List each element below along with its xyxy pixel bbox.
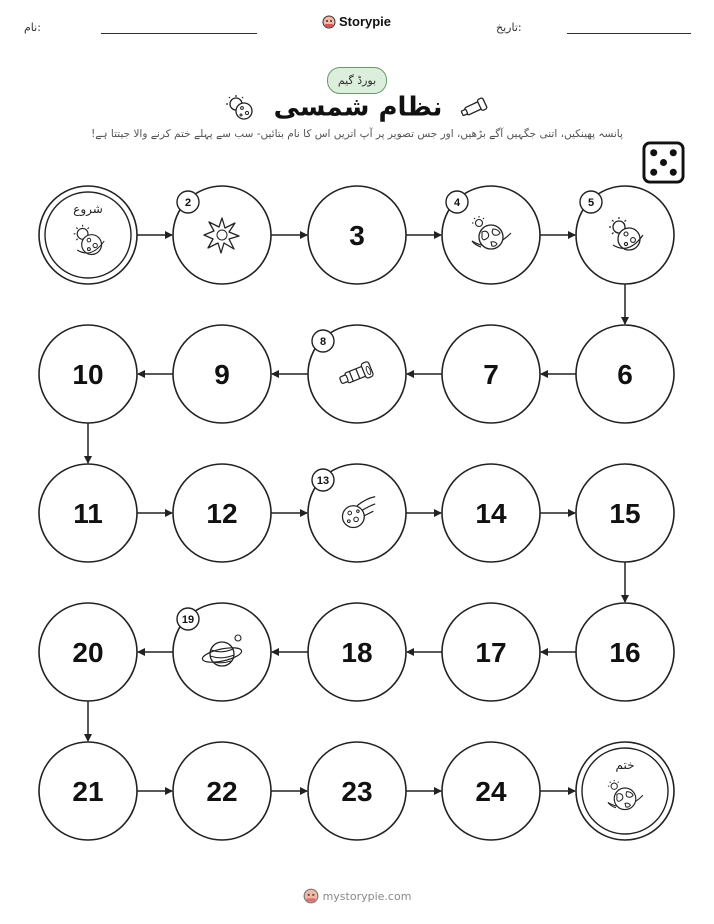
board-cell-5[interactable]: [576, 186, 674, 284]
board-cell-8[interactable]: [308, 325, 406, 423]
cell-number: 19: [181, 614, 195, 626]
board-cell-13[interactable]: [308, 464, 406, 562]
cell-number: 22: [206, 776, 238, 807]
cell-number: 17: [475, 637, 507, 668]
board-cell-24[interactable]: [442, 742, 540, 840]
board-cell-20[interactable]: [39, 603, 137, 701]
cell-number: 16: [609, 637, 641, 668]
board-cell-start[interactable]: [39, 186, 137, 284]
board-cell-16[interactable]: [576, 603, 674, 701]
footer: [0, 888, 714, 904]
cell-number: 12: [206, 498, 238, 529]
board-cell-end[interactable]: [576, 742, 674, 840]
board-cell-4[interactable]: [442, 186, 540, 284]
footer-url[interactable]: mystorypie.com: [322, 889, 412, 903]
storypie-mascot-icon: [303, 888, 319, 904]
board-cell-2[interactable]: [173, 186, 271, 284]
title-text: نظام شمسی: [273, 92, 443, 123]
board-game-badge: بورڈ گیم: [327, 67, 387, 94]
cell-number: 3: [349, 220, 365, 251]
cell-number: 13: [316, 475, 330, 487]
cell-number: 15: [609, 498, 641, 529]
cell-number: 9: [214, 359, 230, 390]
board-cell-10[interactable]: [39, 325, 137, 423]
date-label: تاریخ:: [496, 21, 522, 34]
board-cell-19[interactable]: [173, 603, 271, 701]
name-label: نام:: [24, 21, 41, 34]
board-cell-17[interactable]: [442, 603, 540, 701]
board-cell-14[interactable]: [442, 464, 540, 562]
board-cell-18[interactable]: [308, 603, 406, 701]
end-label: ختم: [615, 758, 635, 772]
cell-number: 10: [72, 359, 104, 390]
board-cell-23[interactable]: [308, 742, 406, 840]
cell-number: 5: [587, 197, 595, 209]
star-icon: [204, 218, 239, 253]
cell-number: 14: [475, 498, 507, 529]
board-cell-7[interactable]: [442, 325, 540, 423]
cell-number: 20: [72, 637, 104, 668]
cell-number: 7: [483, 359, 499, 390]
cell-number: 18: [341, 637, 373, 668]
board-cell-9[interactable]: [173, 325, 271, 423]
cell-number: 6: [617, 359, 633, 390]
board-cell-22[interactable]: [173, 742, 271, 840]
board-cell-21[interactable]: [39, 742, 137, 840]
board-cell-3[interactable]: [308, 186, 406, 284]
board-cell-11[interactable]: [39, 464, 137, 562]
board-cell-6[interactable]: [576, 325, 674, 423]
cell-number: 11: [73, 498, 103, 529]
board-cell-15[interactable]: [576, 464, 674, 562]
cell-number: 2: [184, 197, 192, 209]
cell-number: 4: [453, 197, 461, 209]
start-label: شروع: [73, 202, 103, 216]
board-cell-12[interactable]: [173, 464, 271, 562]
cell-number: 24: [475, 776, 507, 807]
cell-number: 23: [341, 776, 373, 807]
board-cells: [39, 186, 674, 840]
dice-five-icon: [644, 143, 683, 182]
instructions: پانسہ پھینکیں، اتنی جگہیں آگے بڑھیں، اور جس تصویر پر آپ اتریں اس کا نام بتائیں- سب سے پہلے ختم کرنے والا جیتتا ہے!: [91, 128, 623, 140]
brand-name: Storypie: [339, 14, 392, 29]
cell-number: 8: [319, 336, 327, 348]
cell-number: 21: [72, 776, 104, 807]
